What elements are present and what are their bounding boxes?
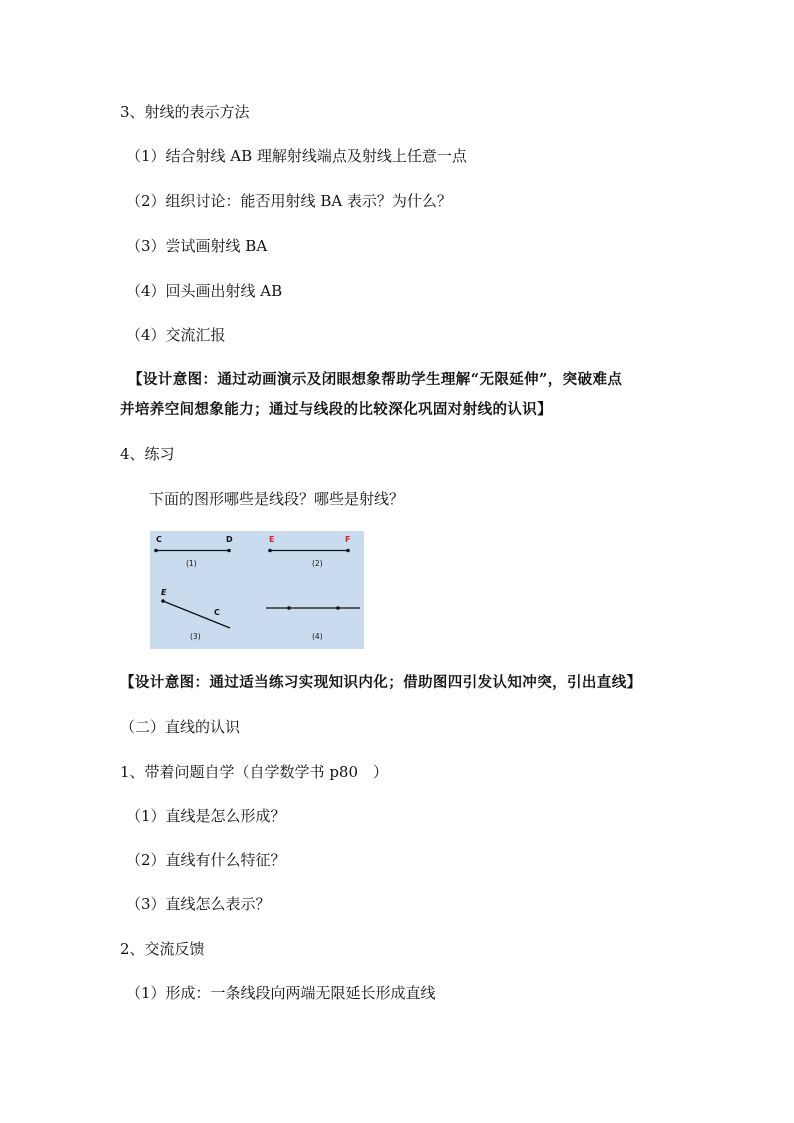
figure4-point-2 — [336, 606, 340, 610]
figure3-point-e — [161, 599, 165, 603]
list-item: （3）直线怎么表示？ — [126, 895, 271, 913]
figure2-point-e — [268, 549, 272, 553]
figure3-number: (3) — [190, 632, 201, 641]
figure2-number: (2) — [312, 559, 323, 568]
list-item: （4）交流汇报 — [126, 326, 226, 344]
figure4-number: (4) — [312, 632, 323, 641]
figure2-label-e: E — [269, 535, 275, 544]
figure1-number: (1) — [186, 559, 197, 568]
figure3-label-e: E — [161, 588, 167, 597]
section-heading-straight-line: （二）直线的认识 — [120, 718, 241, 736]
design-intent-line-1: 【设计意图：通过动画演示及闭眼想象帮助学生理解“无限延伸”，突破难点 — [128, 371, 623, 388]
practice-question: 下面的图形哪些是线段？哪些是射线？ — [149, 490, 405, 508]
list-item: （1）结合射线 AB 理解射线端点及射线上任意一点 — [126, 147, 467, 165]
list-item: （2）直线有什么特征？ — [126, 851, 286, 869]
list-item: （1）形成：一条线段向两端无限延长形成直线 — [126, 984, 436, 1002]
figure1-label-d: D — [226, 535, 233, 544]
figure2-point-f — [346, 549, 350, 553]
figure3-label-c: C — [214, 608, 220, 617]
figure1-point-d — [227, 549, 231, 553]
figure1-label-c: C — [156, 535, 162, 544]
list-item: （1）直线是怎么形成？ — [126, 807, 286, 825]
step-self-study: 1、带着问题自学（自学数学书 p80 ） — [120, 763, 389, 781]
section-heading-practice: 4、练习 — [120, 445, 175, 463]
figure4-point-1 — [287, 606, 291, 610]
practice-figure — [150, 531, 364, 649]
list-item: （4）回头画出射线 AB — [126, 282, 283, 300]
figure3-ray — [163, 601, 230, 628]
section-heading-ray-notation: 3、射线的表示方法 — [120, 103, 250, 121]
practice-figure-svg — [150, 531, 364, 649]
list-item: （2）组织讨论：能否用射线 BA 表示？为什么？ — [126, 192, 452, 210]
figure1-point-c — [154, 549, 158, 553]
figure2-label-f: F — [345, 535, 351, 544]
design-intent-practice: 【设计意图：通过适当练习实现知识内化；借助图四引发认知冲突，引出直线】 — [120, 674, 642, 691]
design-intent-line-2: 并培养空间想象能力；通过与线段的比较深化巩固对射线的认识】 — [120, 401, 553, 418]
list-item: （3）尝试画射线 BA — [126, 237, 268, 255]
step-feedback: 2、交流反馈 — [120, 940, 205, 958]
